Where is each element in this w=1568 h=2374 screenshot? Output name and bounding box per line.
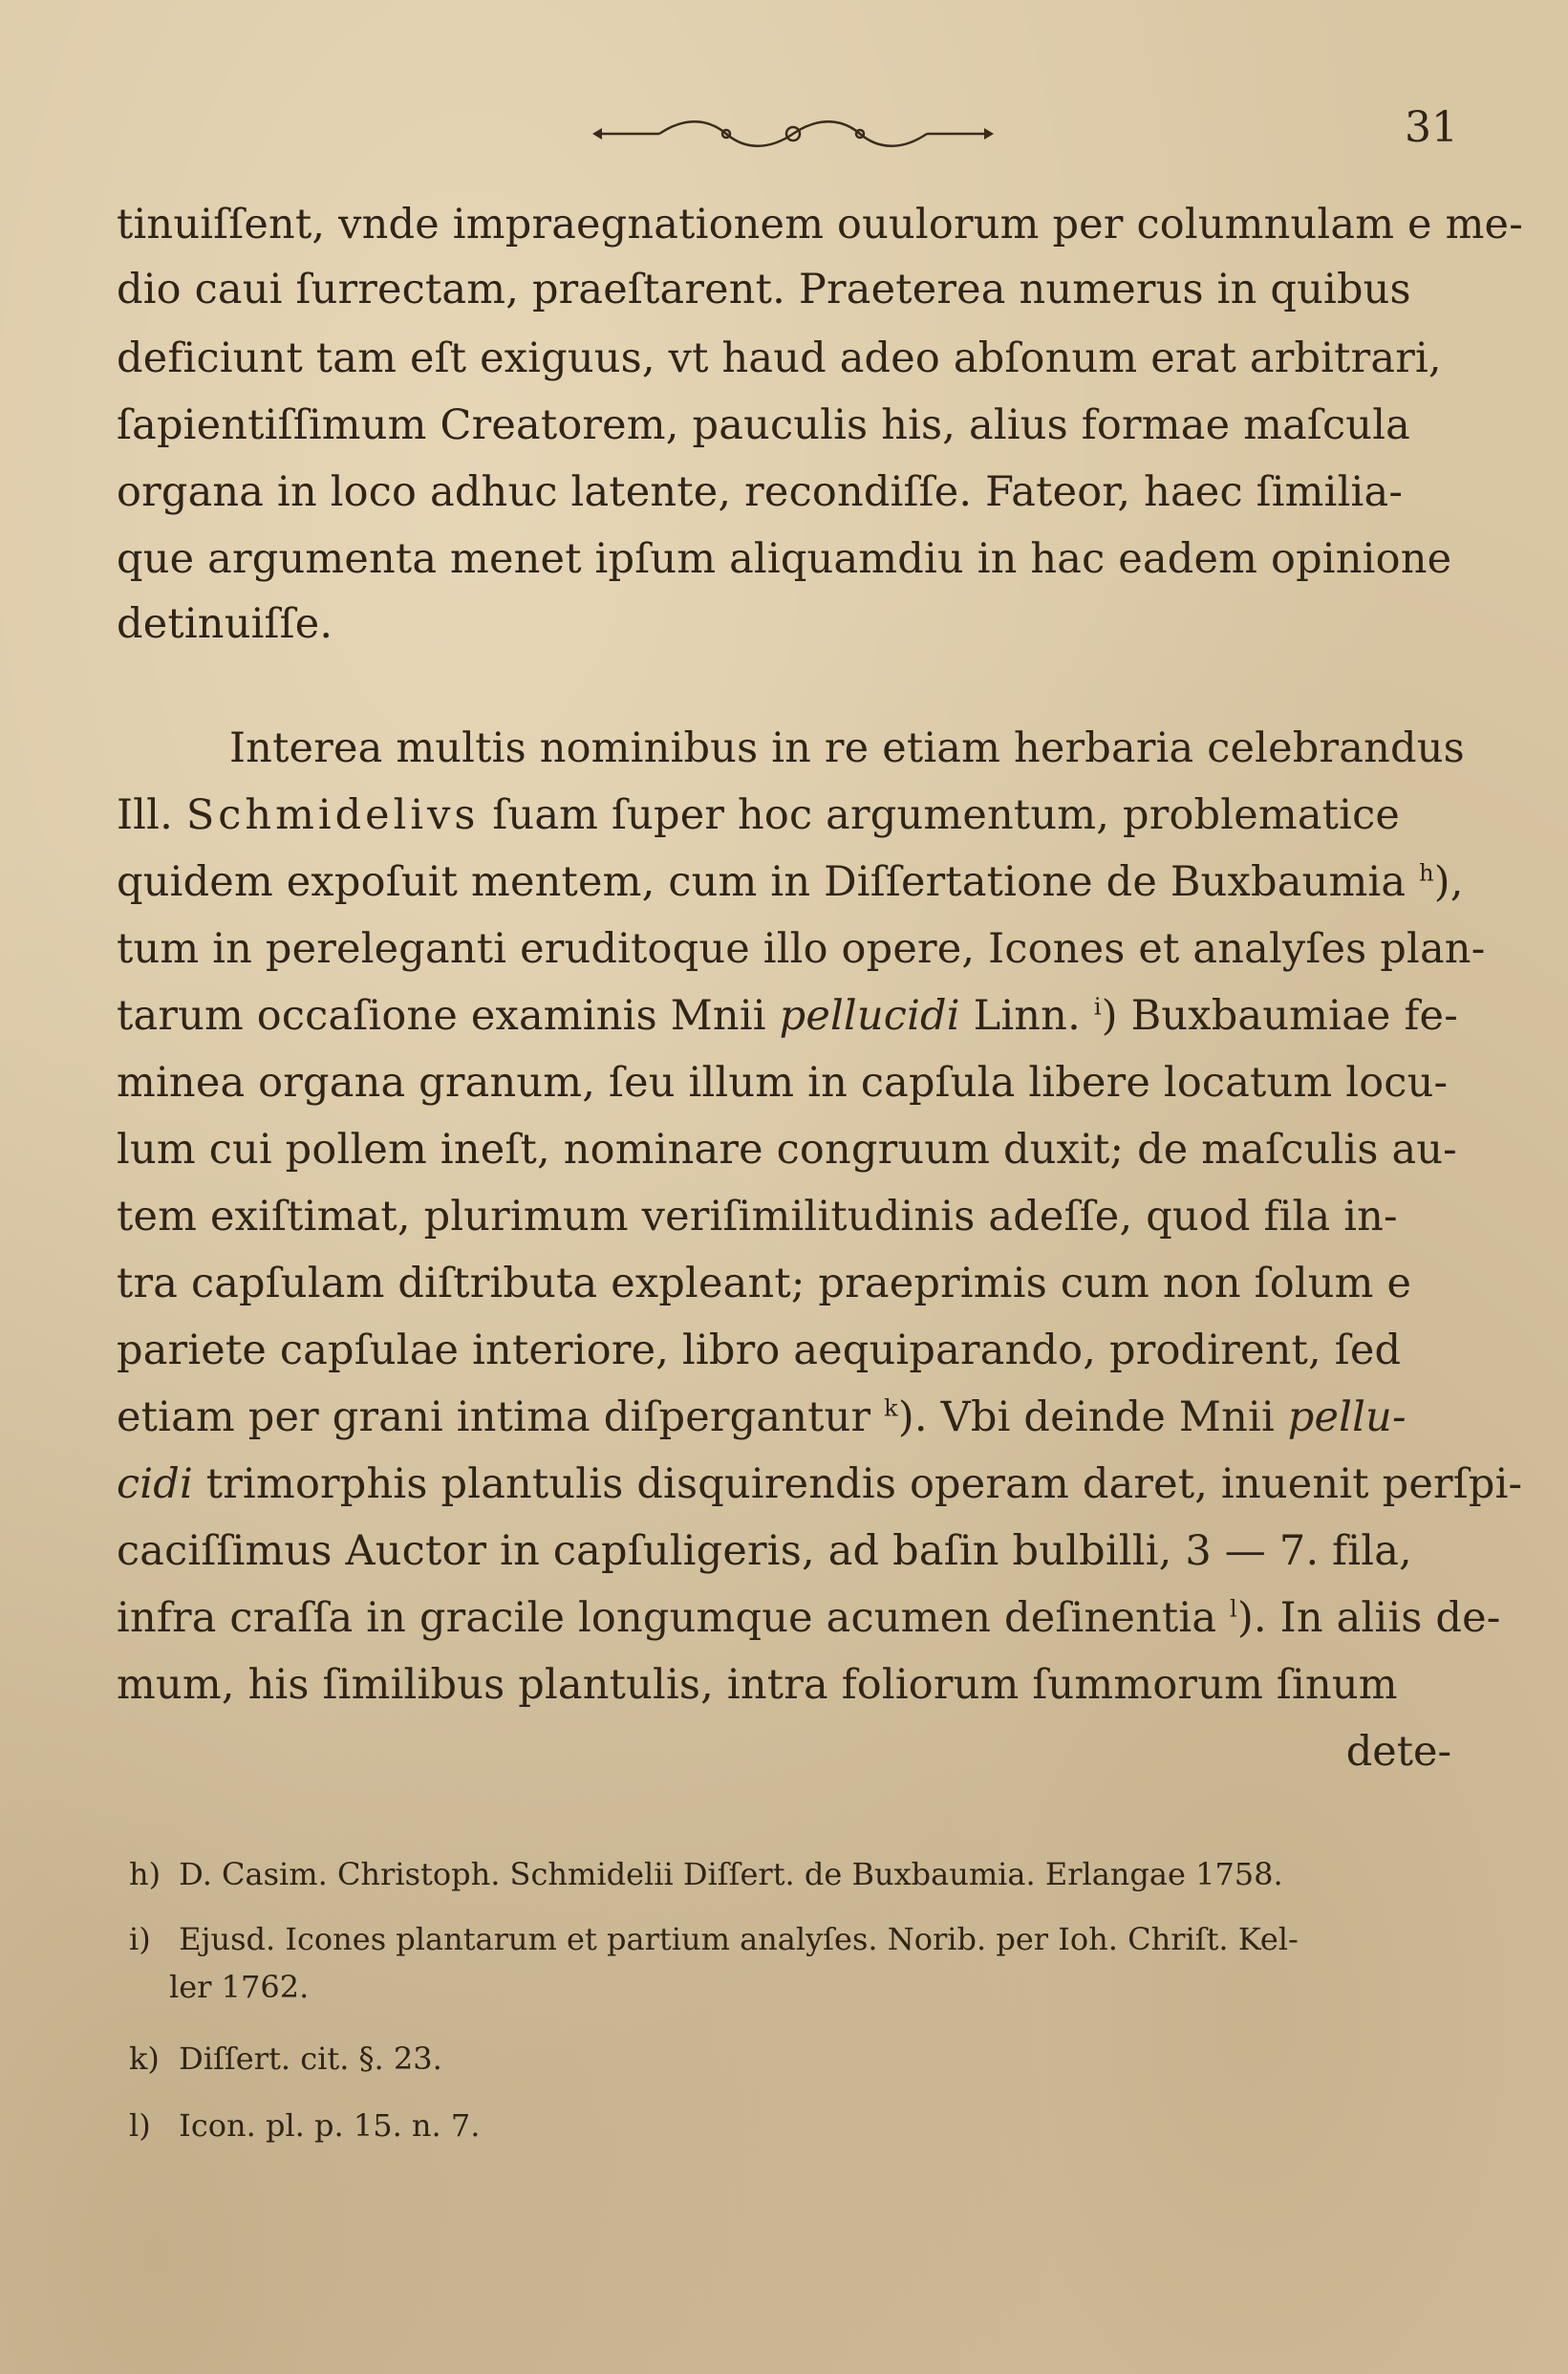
footnote (129, 2040, 1467, 2077)
text-line: minea organa granum, ſeu illum in capſula libere locatum locu- (117, 1059, 1449, 1107)
footnote-label: i) (129, 1921, 151, 1957)
text-line: Interea multis nominibus in re etiam herbaria celebrandus (229, 724, 1465, 772)
text-line: tra capſulam diſtributa expleant; praeprimis cum non ſolum e (117, 1260, 1412, 1307)
text-line: detinuiſſe. (117, 600, 333, 648)
text-line (117, 791, 1454, 839)
abbreviation: Ill. (117, 791, 173, 839)
text-run: ). In aliis de- (1236, 1594, 1501, 1642)
species-name: cidi (117, 1460, 193, 1508)
text-run: infra craſſa in gracile longumque acumen deſinentia (117, 1594, 1217, 1642)
text-line (117, 1594, 1501, 1642)
footnote-label: l) (129, 2107, 151, 2144)
catchword: dete- (1345, 1728, 1451, 1776)
text-line: tum in pereleganti eruditoque illo opere, Icones et analyſes plan- (117, 925, 1486, 973)
footnote (129, 2107, 1467, 2144)
text-line (117, 992, 1458, 1040)
footnote (129, 1856, 1467, 1892)
footnote-label: k) (129, 2040, 160, 2077)
text-run: trimorphis plantulis disquirendis operam daret, inuenit perſpi- (205, 1460, 1523, 1508)
headpiece-ornament (592, 113, 994, 155)
footnote-ref: l (1230, 1595, 1237, 1623)
text-line (117, 858, 1464, 906)
text-line: tinuiſſent, vnde impraegnationem ouulorum per columnulam e me- (117, 201, 1523, 248)
footnote-text: Diſſert. cit. §. 23. (179, 2040, 442, 2077)
text-line: mum, his ſimilibus plantulis, intra foliorum ſummorum ſinum (117, 1661, 1398, 1709)
text-line: tem exiſtimat, plurimum veriſimilitudinis adeſſe, quod fila in- (117, 1193, 1398, 1241)
text-line: ſapientiſſimum Creatorem, pauculis his, alius formae maſcula (117, 401, 1410, 449)
text-run: ) Buxbaumiae fe- (1101, 992, 1458, 1040)
species-name: pellucidi (779, 992, 960, 1040)
text-line: lum cui pollem ineſt, nominare congruum duxit; de maſculis au- (117, 1126, 1457, 1174)
text-line: deficiunt tam eſt exiguus, vt haud adeo abſonum erat arbitrari, (117, 335, 1442, 382)
footnote (129, 1921, 1467, 1957)
text-run: ſuam ſuper hoc argumentum, problematice (492, 791, 1401, 839)
text-run: quidem expoſuit mentem, cum in Diſſertatione de Buxbaumia (117, 858, 1407, 906)
text-line (117, 1460, 1523, 1508)
footnote-ref: k (884, 1394, 898, 1422)
text-line: que argumenta menet ipſum aliquamdiu in hac eadem opinione (117, 535, 1452, 583)
footnote-ref: i (1093, 993, 1102, 1021)
text-line: dio caui ſurrectam, praeſtarent. Praeterea numerus in quibus (117, 266, 1411, 313)
author-name: Schmidelivs (185, 791, 480, 839)
footnote-label: h) (129, 1856, 161, 1892)
footnote-text: Icon. pl. p. 15. n. 7. (179, 2107, 481, 2144)
text-run: etiam per grani intima diſpergantur (117, 1393, 871, 1441)
text-run: Linn. (973, 992, 1081, 1040)
text-line: pariete capſulae interiore, libro aequiparando, prodirent, ſed (117, 1327, 1402, 1374)
footnote-continuation: ler 1762. (169, 1969, 310, 2005)
footnote-text: Ejusd. Icones plantarum et partium analyſes. Norib. per Ioh. Chriſt. Kel- (179, 1921, 1299, 1957)
text-run: ). Vbi deinde Mnii (897, 1393, 1275, 1441)
text-line: organa in loco adhuc latente, recondiſſe. Fateor, haec ſimilia- (117, 468, 1404, 516)
text-run: tarum occaſione examinis Mnii (117, 992, 766, 1040)
text-line (117, 1393, 1454, 1441)
footnote-ref: h (1419, 859, 1434, 887)
page-number: 31 (1405, 103, 1458, 152)
species-name: pellu- (1287, 1393, 1407, 1441)
text-line: caciſſimus Auctor in capſuligeris, ad baſin bulbilli, 3 — 7. fila, (117, 1527, 1412, 1575)
text-run: ), (1433, 858, 1464, 906)
footnote-text: D. Casim. Christoph. Schmidelii Diſſert. de Buxbaumia. Erlangae 1758. (179, 1856, 1283, 1892)
